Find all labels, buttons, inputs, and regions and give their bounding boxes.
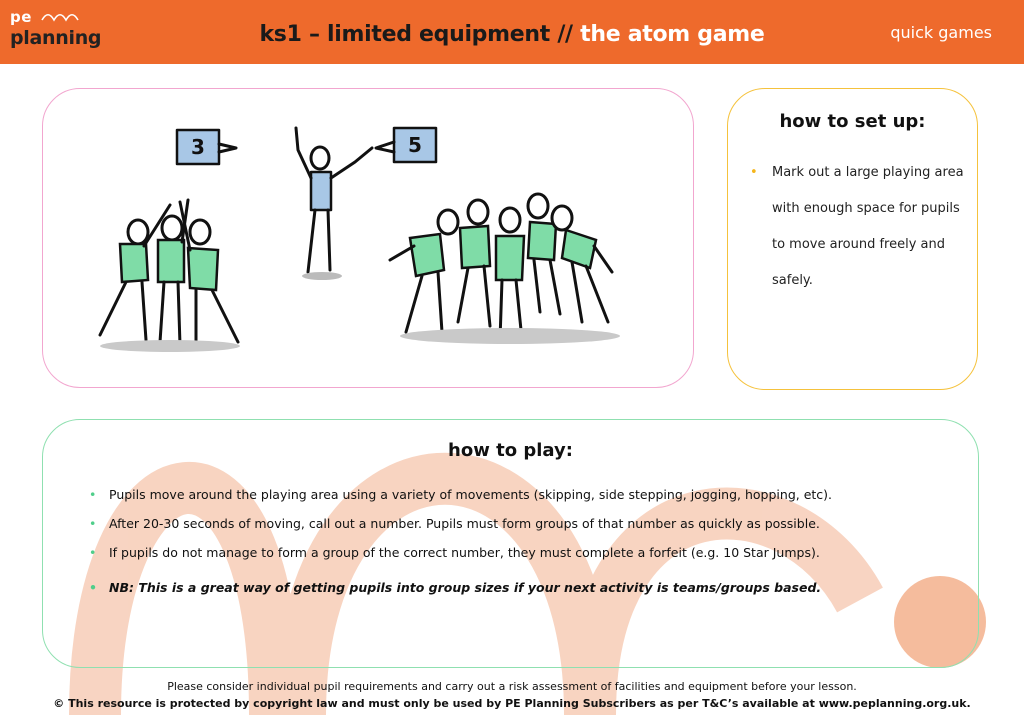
logo-pe: pe (10, 8, 32, 26)
setup-panel (727, 88, 978, 390)
play-panel (42, 419, 979, 668)
header-bar (0, 0, 1024, 64)
risk-assessment-note: Please consider individual pupil requirements and carry out a risk assessment of facilities and equipment before your lesson. (167, 680, 857, 693)
play-item: • Pupils move around the playing area using a variety of movements (skipping, side stepping, jogging, hopping, etc). (89, 486, 959, 503)
logo-wave-icon (40, 12, 90, 22)
page-title (0, 22, 1024, 47)
category-label: quick games (890, 23, 992, 42)
title-topic: ks1 – limited equipment // (259, 22, 573, 47)
play-title: how to play: (448, 440, 573, 461)
play-item: • After 20-30 seconds of moving, call out a number. Pupils must form groups of that number as quickly as possible. (89, 515, 959, 532)
setup-list (750, 155, 968, 299)
setup-item: • Mark out a large playing area with enough space for pupils to move around freely and safely. (750, 155, 968, 299)
copyright-notice: © This resource is protected by copyright law and must only be used by PE Planning Subscribers as per T&C’s available at www.peplanning.org.uk. (53, 697, 971, 710)
play-note: • NB: This is a great way of getting pupils into group sizes if your next activity is teams/groups based. (89, 579, 959, 596)
setup-title: how to set up: (779, 111, 926, 132)
atom-game-illustration (60, 100, 680, 370)
number-card-3: 3 (191, 135, 205, 159)
play-list (89, 486, 959, 608)
number-card-5: 5 (408, 133, 422, 157)
title-game: the atom game (580, 22, 765, 47)
play-item: • If pupils do not manage to form a group of the correct number, they must complete a forfeit (e.g. 10 Star Jumps). (89, 544, 959, 561)
logo-planning: planning (10, 27, 102, 49)
